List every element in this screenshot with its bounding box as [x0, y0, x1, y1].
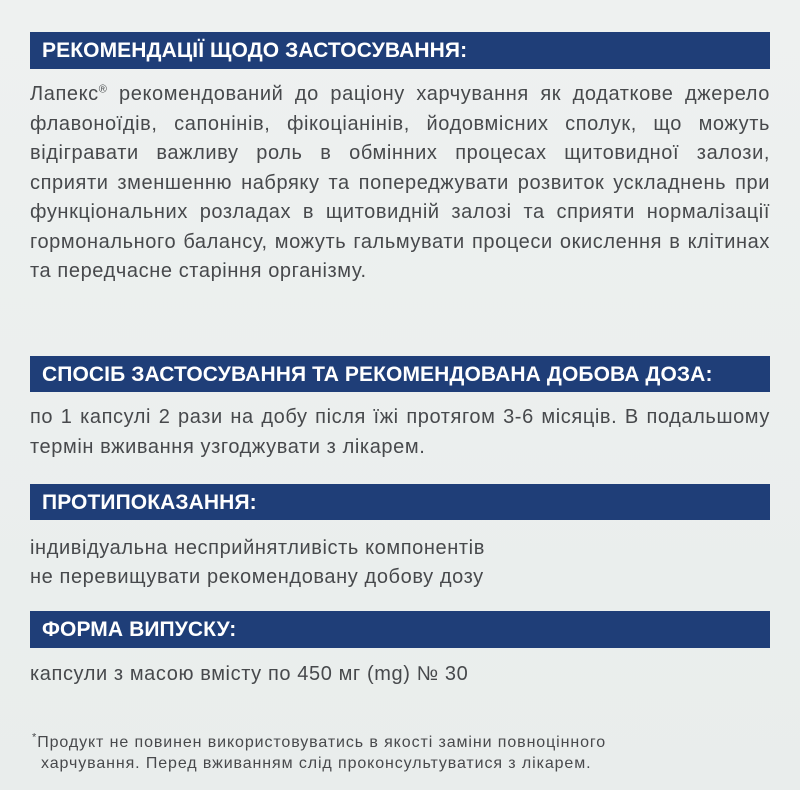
- dosage-text: [30, 403, 770, 462]
- recommendations-body: рекомендований до раціону харчування як додаткове джерело флавоноїдів, сапонінів, фікоціанінів, йодовмісних сполук, що можуть відігравати важливу роль в обмінних процесах щитовидної залози, сприяти зменшенню набряку та попереджувати розвиток ускладнень при функціональних розладах в щитовидній залозі та сприяти нормалізації гормонального балансу, можуть гальмувати процеси окислення в клітинах та передчасне старіння організму.: [30, 83, 770, 282]
- section-header-recommendations: [30, 32, 770, 69]
- contraindication-item: індивідуальна несприйнятливість компонентів: [30, 537, 485, 559]
- dosage-body: по 1 капсулі 2 рази на добу після їжі протягом 3-6 місяців. В подальшому термін вживання узгоджувати з лікарем.: [30, 406, 770, 458]
- contraindication-item: не перевищувати рекомендовану добову дозу: [30, 566, 484, 588]
- footnote-line-1: Продукт не повинен використовуватись в якості заміни повноцінного: [37, 734, 607, 751]
- section-header-text: РЕКОМЕНДАЦІЇ ЩОДО ЗАСТОСУВАННЯ:: [42, 39, 468, 62]
- footnote-line-2: харчування. Перед вживанням слід проконсультуватися з лікарем.: [41, 755, 592, 772]
- footnote-marker: *: [32, 731, 38, 744]
- section-header-release-form: [30, 611, 770, 648]
- section-header-contraindications: [30, 484, 770, 520]
- registered-mark: ®: [98, 83, 108, 96]
- section-header-text: ПРОТИПОКАЗАННЯ:: [42, 490, 257, 514]
- section-header-text: ФОРМА ВИПУСКУ:: [42, 618, 237, 641]
- release-form-text: [30, 660, 770, 689]
- contraindications-list: [30, 534, 770, 592]
- release-form-body: капсули з масою вмісту по 450 мг (mg) № 30: [30, 663, 469, 685]
- section-header-text: СПОСІБ ЗАСТОСУВАННЯ ТА РЕКОМЕНДОВАНА ДОБОВА ДОЗА:: [42, 362, 713, 386]
- footnote: [32, 732, 772, 774]
- section-header-dosage: [30, 356, 770, 392]
- product-name: Лапекс: [30, 83, 99, 105]
- recommendations-text: [30, 80, 770, 287]
